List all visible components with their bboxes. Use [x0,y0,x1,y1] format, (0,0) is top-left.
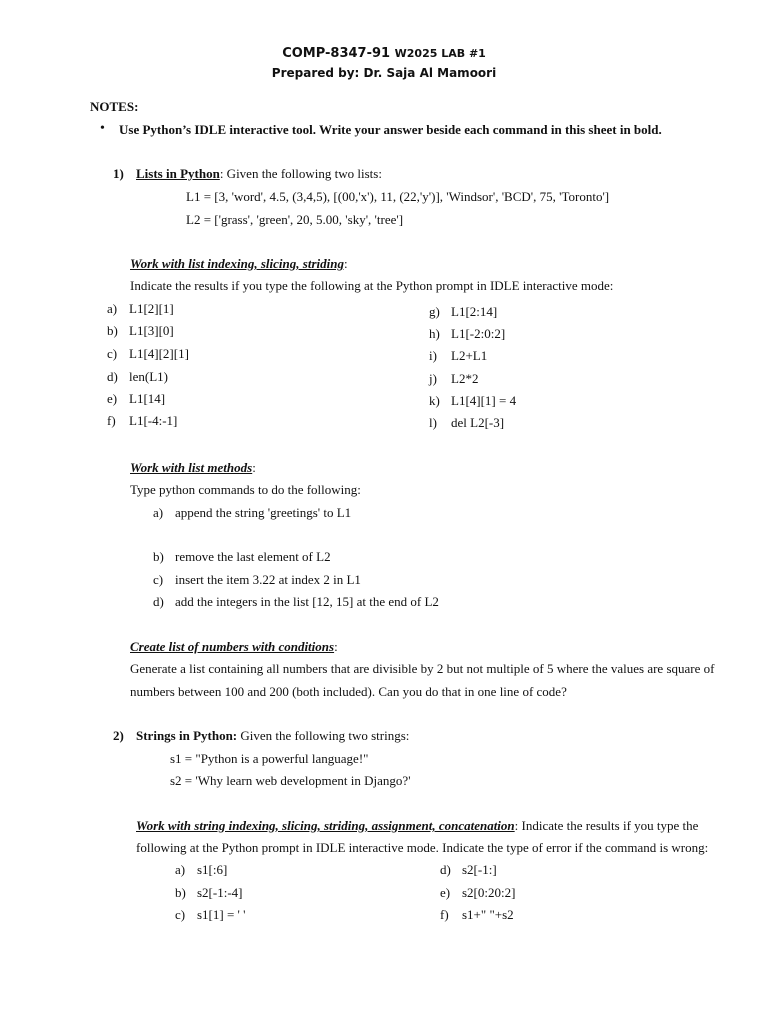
section1-header [136,166,382,182]
section1-title: Lists in Python [136,166,220,181]
list-item: e) s2[0:20:2] [440,885,516,900]
list-item: f) s1+" "+s2 [440,907,514,922]
bullet-icon: • [100,121,105,136]
document-title [0,46,768,61]
list-item: a) s1[:6] [175,862,228,877]
list-item: b) remove the last element of L2 [153,549,331,564]
list-item: c) L1[4][2][1] [107,346,189,361]
list-item: a) append the string 'greetings' to L1 [153,505,352,520]
list-item: a) L1[2][1] [107,301,174,316]
indexing-heading-line: Work with list indexing, slicing, striding: [130,256,348,271]
list-item: i) L2+L1 [429,348,488,363]
list-item: c) s1[1] = ' ' [175,907,246,922]
list-l1-definition: L1 = [3, 'word', 4.5, (3,4,5), [(00,'x'), 11, (22,'y')], 'Windsor', 'BCD', 75, 'Toronto'] [186,189,610,204]
notes-bullet-text: Use Python’s IDLE interactive tool. Write your answer beside each command in this sheet in bold. [119,122,662,137]
list-l2-definition: L2 = ['grass', 'green', 20, 5.00, 'sky', 'tree'] [186,212,404,227]
term-lab: W2025 LAB #1 [394,47,486,60]
list-item: d) len(L1) [107,369,168,384]
list-item: j) L2*2 [429,371,479,386]
list-item: e) L1[14] [107,391,166,406]
strings-heading: Work with string indexing, slicing, striding, assignment, concatenation [136,818,515,833]
list-item: c) insert the item 3.22 at index 2 in L1 [153,572,361,587]
conditions-text-line2: numbers between 100 and 200 (both included). Can you do that in one line of code? [130,684,567,699]
list-item: b) L1[3][0] [107,323,174,338]
conditions-heading: Create list of numbers with conditions [130,639,335,654]
indexing-heading: Work with list indexing, slicing, striding [130,256,344,271]
methods-heading: Work with list methods [130,460,253,475]
methods-instruction: Type python commands to do the following: [130,482,361,497]
list-item: d) add the integers in the list [12, 15] at the end of L2 [153,594,439,609]
indexing-instruction: Indicate the results if you type the following at the Python prompt in IDLE interactive mode: [130,278,614,293]
course-code: COMP-8347-91 [282,46,391,61]
list-item: b) s2[-1:-4] [175,885,243,900]
strings-heading-line: Work with string indexing, slicing, striding, assignment, concatenation: Indicate the results if you type the [136,818,699,833]
section2-title: Strings in Python: [136,728,238,743]
section1-number: 1) [113,166,124,181]
prepared-by: Prepared by: Dr. Saja Al Mamoori [271,66,497,80]
section2-intro: Given the following two strings: [237,728,410,743]
conditions-heading-line: Create list of numbers with conditions: [130,639,338,654]
section2-header [136,728,409,744]
section1-intro: : Given the following two lists: [219,166,382,181]
list-item: k) L1[4][1] = 4 [429,393,517,408]
section2-number: 2) [113,728,124,743]
list-item: h) L1[-2:0:2] [429,326,506,341]
string-s2-definition: s2 = 'Why learn web development in Django?' [170,773,411,788]
list-item: l) del L2[-3] [429,415,505,430]
string-s1-definition: s1 = "Python is a powerful language!" [170,751,369,766]
methods-heading-line: Work with list methods: [130,460,256,475]
conditions-text-line1: Generate a list containing all numbers that are divisible by 2 but not multiple of 5 where the values are square of [130,661,715,676]
list-item: g) L1[2:14] [429,304,498,319]
strings-instruction: following at the Python prompt in IDLE interactive mode. Indicate the type of error if the command is wrong: [136,840,709,855]
list-item: d) s2[-1:] [440,862,497,877]
list-item: f) L1[-4:-1] [107,413,178,428]
notes-heading: NOTES: [90,99,139,114]
